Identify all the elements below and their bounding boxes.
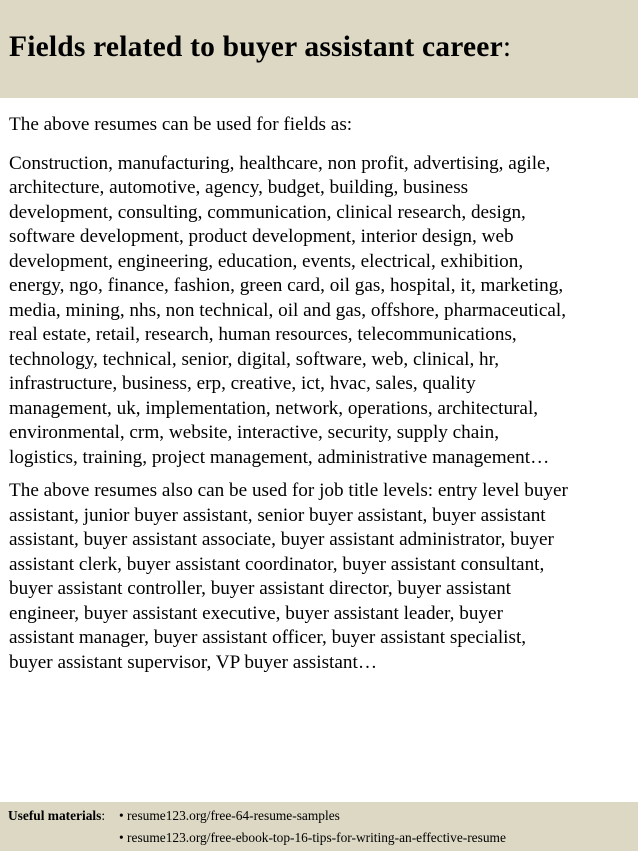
levels-line: The above resumes also can be used for job title levels: entry level buyer xyxy=(9,480,568,501)
fields-line: environmental, crm, website, interactive, security, supply chain, xyxy=(9,422,500,443)
intro-text: The above resumes can be used for fields as: xyxy=(9,114,353,135)
levels-line: assistant clerk, buyer assistant coordinator, buyer assistant consultant, xyxy=(9,553,545,575)
resume-samples-link[interactable]: • resume123.org/free-64-resume-samples xyxy=(119,808,340,823)
fields-line: infrastructure, business, erp, creative, ict, hvac, sales, quality xyxy=(9,373,476,394)
ebook-tips-link[interactable]: • resume123.org/free-ebook-top-16-tips-for-writing-an-effective-resume xyxy=(119,830,506,845)
fields-line: technology, technical, senior, digital, software, web, clinical, hr, xyxy=(9,348,500,370)
fields-line: architecture, automotive, agency, budget, building, business xyxy=(9,177,469,198)
main-content xyxy=(9,113,637,675)
levels-line: assistant, buyer assistant associate, buyer assistant administrator, buyer xyxy=(9,529,554,550)
fields-line: development, engineering, education, events, electrical, exhibition, xyxy=(9,250,524,272)
fields-paragraph xyxy=(9,152,637,471)
useful-materials-label xyxy=(8,808,105,824)
footer-bar xyxy=(0,802,638,851)
fields-line: Construction, manufacturing, healthcare, non profit, advertising, agile, xyxy=(9,152,551,174)
fields-line: software development, product development, interior design, web xyxy=(9,226,514,247)
page-title xyxy=(9,31,511,64)
job-levels-paragraph xyxy=(9,479,637,675)
page-title-colon: : xyxy=(502,31,512,63)
fields-line: media, mining, nhs, non technical, oil and gas, offshore, pharmaceutical, xyxy=(9,299,566,321)
levels-line: assistant manager, buyer assistant officer, buyer assistant specialist, xyxy=(9,627,527,648)
fields-line: management, uk, implementation, network, operations, architectural, xyxy=(9,397,539,419)
levels-line: assistant, junior buyer assistant, senior buyer assistant, buyer assistant xyxy=(9,504,546,526)
fields-line: development, consulting, communication, clinical research, design, xyxy=(9,201,526,223)
levels-line: buyer assistant supervisor, VP buyer assistant… xyxy=(9,651,378,673)
levels-line: engineer, buyer assistant executive, buyer assistant leader, buyer xyxy=(9,602,503,624)
fields-line: logistics, training, project management, administrative management… xyxy=(9,446,550,468)
levels-line: buyer assistant controller, buyer assistant director, buyer assistant xyxy=(9,578,512,599)
useful-materials-colon: : xyxy=(101,808,106,823)
title-bar xyxy=(0,0,638,98)
fields-line: energy, ngo, finance, fashion, green card, oil gas, hospital, it, marketing, xyxy=(9,275,564,296)
fields-line: real estate, retail, research, human resources, telecommunications, xyxy=(9,324,517,345)
useful-materials-label-text: Useful materials xyxy=(8,808,102,823)
page-title-text: Fields related to buyer assistant career xyxy=(9,31,503,63)
